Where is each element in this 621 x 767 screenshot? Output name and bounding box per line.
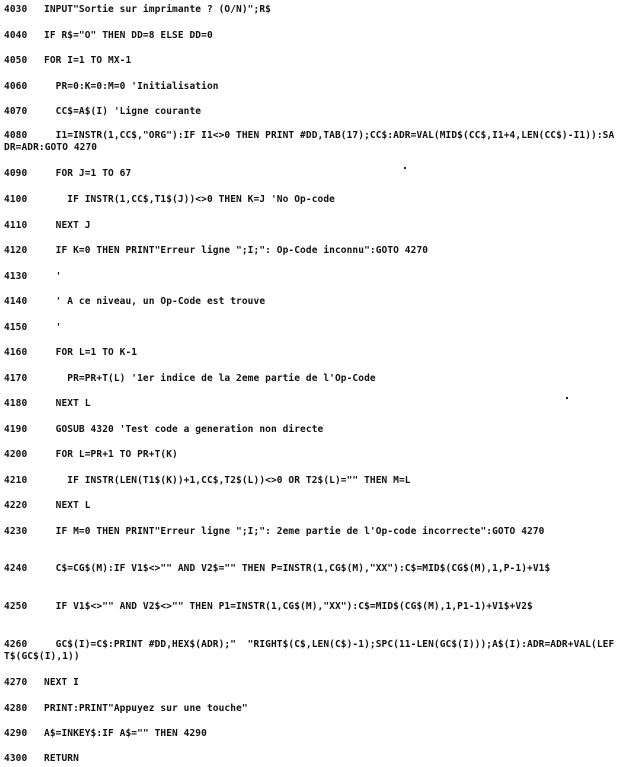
code-line xyxy=(4,373,616,385)
line-number: 4240 xyxy=(4,563,28,574)
line-number: 4070 xyxy=(4,106,28,117)
code-text: FOR I=1 TO MX-1 xyxy=(44,55,132,66)
code-text: IF INSTR(LEN(T1$(K))+1,CC$,T2$(L))<>0 OR T2$(L)="" THEN M=L xyxy=(44,475,411,486)
line-number: 4180 xyxy=(4,398,28,409)
line-number: 4120 xyxy=(4,245,28,256)
line-number: 4150 xyxy=(4,322,28,333)
code-text: INPUT"Sortie sur imprimante ? (O/N)";R$ xyxy=(44,4,271,15)
code-text: NEXT I xyxy=(44,677,79,688)
line-number: 4140 xyxy=(4,296,28,307)
code-line xyxy=(4,245,616,257)
code-line xyxy=(4,398,616,410)
code-line xyxy=(4,194,616,206)
code-line xyxy=(4,168,616,180)
code-line xyxy=(4,639,616,663)
code-text: GOSUB 4320 'Test code a generation non directe xyxy=(44,424,324,435)
line-number: 4050 xyxy=(4,55,28,66)
code-text: IF INSTR(1,CC$,T1$(J))<>0 THEN K=J 'No Op-code xyxy=(44,194,335,205)
line-number: 4270 xyxy=(4,677,28,688)
print-speck xyxy=(404,167,406,169)
code-text: IF R$="O" THEN DD=8 ELSE DD=0 xyxy=(44,30,213,41)
code-text: PR=PR+T(L) '1er indice de la 2eme partie de l'Op-Code xyxy=(44,373,376,384)
code-line xyxy=(4,563,616,575)
line-number: 4100 xyxy=(4,194,28,205)
code-line xyxy=(4,4,616,16)
code-text: IF V1$<>"" AND V2$<>"" THEN P1=INSTR(1,CG$(M),"XX"):C$=MID$(CG$(M),1,P1-1)+V1$+V2$ xyxy=(44,601,533,612)
print-speck xyxy=(566,397,568,399)
code-text: PRINT:PRINT"Appuyez sur une touche" xyxy=(44,703,248,714)
line-number: 4170 xyxy=(4,373,28,384)
code-text: NEXT L xyxy=(44,500,91,511)
line-number: 4290 xyxy=(4,728,28,739)
code-line xyxy=(4,449,616,461)
line-number: 4040 xyxy=(4,30,28,41)
code-line xyxy=(4,703,616,715)
code-line xyxy=(4,322,616,334)
code-line xyxy=(4,106,616,118)
code-line xyxy=(4,296,616,308)
code-text: GC$(I)=C$:PRINT #DD,HEX$(ADR);" "RIGHT$(C$,LEN(C$)-1);SPC(11-LEN(GC$(I)));A$(I):ADR=ADR+VAL(LEFT$(GC$(I),1)) xyxy=(4,639,615,662)
code-line xyxy=(4,30,616,42)
code-text: IF K=0 THEN PRINT"Erreur ligne ";I;": Op-Code inconnu":GOTO 4270 xyxy=(44,245,429,256)
code-text: ' xyxy=(44,322,62,333)
code-text: I1=INSTR(1,CC$,"ORG"):IF I1<>0 THEN PRINT #DD,TAB(17);CC$:ADR=VAL(MID$(CC$,I1+4,LEN(CC$)-I1)):SADR=ADR:GOTO 4270 xyxy=(4,130,615,153)
code-line xyxy=(4,130,616,154)
code-text: CC$=A$(I) 'Ligne courante xyxy=(44,106,202,117)
code-line xyxy=(4,475,616,487)
code-text: NEXT J xyxy=(44,220,91,231)
line-number: 4230 xyxy=(4,526,28,537)
line-number: 4210 xyxy=(4,475,28,486)
code-text: C$=CG$(M):IF V1$<>"" AND V2$="" THEN P=INSTR(1,CG$(M),"XX"):C$=MID$(CG$(M),1,P-1)+V1$ xyxy=(44,563,551,574)
line-number: 4220 xyxy=(4,500,28,511)
code-line xyxy=(4,526,616,538)
code-line xyxy=(4,81,616,93)
line-number: 4060 xyxy=(4,81,28,92)
line-number: 4250 xyxy=(4,601,28,612)
code-text: RETURN xyxy=(44,753,79,764)
line-number: 4110 xyxy=(4,220,28,231)
code-text: FOR L=PR+1 TO PR+T(K) xyxy=(44,449,178,460)
code-line xyxy=(4,728,616,740)
line-number: 4160 xyxy=(4,347,28,358)
code-line xyxy=(4,753,616,765)
code-text: NEXT L xyxy=(44,398,91,409)
line-number: 4260 xyxy=(4,639,28,650)
code-text: ' xyxy=(44,271,62,282)
code-line xyxy=(4,424,616,436)
code-text: FOR J=1 TO 67 xyxy=(44,168,132,179)
code-line xyxy=(4,55,616,67)
line-number: 4130 xyxy=(4,271,28,282)
code-text: ' A ce niveau, un Op-Code est trouve xyxy=(44,296,266,307)
code-line xyxy=(4,347,616,359)
code-line xyxy=(4,500,616,512)
code-text: FOR L=1 TO K-1 xyxy=(44,347,138,358)
line-number: 4090 xyxy=(4,168,28,179)
code-line xyxy=(4,677,616,689)
line-number: 4300 xyxy=(4,753,28,764)
code-line xyxy=(4,271,616,283)
code-line xyxy=(4,601,616,613)
line-number: 4190 xyxy=(4,424,28,435)
line-number: 4080 xyxy=(4,130,28,141)
code-text: PR=0:K=0:M=0 'Initialisation xyxy=(44,81,219,92)
code-line xyxy=(4,220,616,232)
line-number: 4030 xyxy=(4,4,28,15)
code-text: A$=INKEY$:IF A$="" THEN 4290 xyxy=(44,728,207,739)
line-number: 4280 xyxy=(4,703,28,714)
line-number: 4200 xyxy=(4,449,28,460)
code-text: IF M=0 THEN PRINT"Erreur ligne ";I;": 2eme partie de l'Op-code incorrecte":GOTO 4270 xyxy=(44,526,545,537)
